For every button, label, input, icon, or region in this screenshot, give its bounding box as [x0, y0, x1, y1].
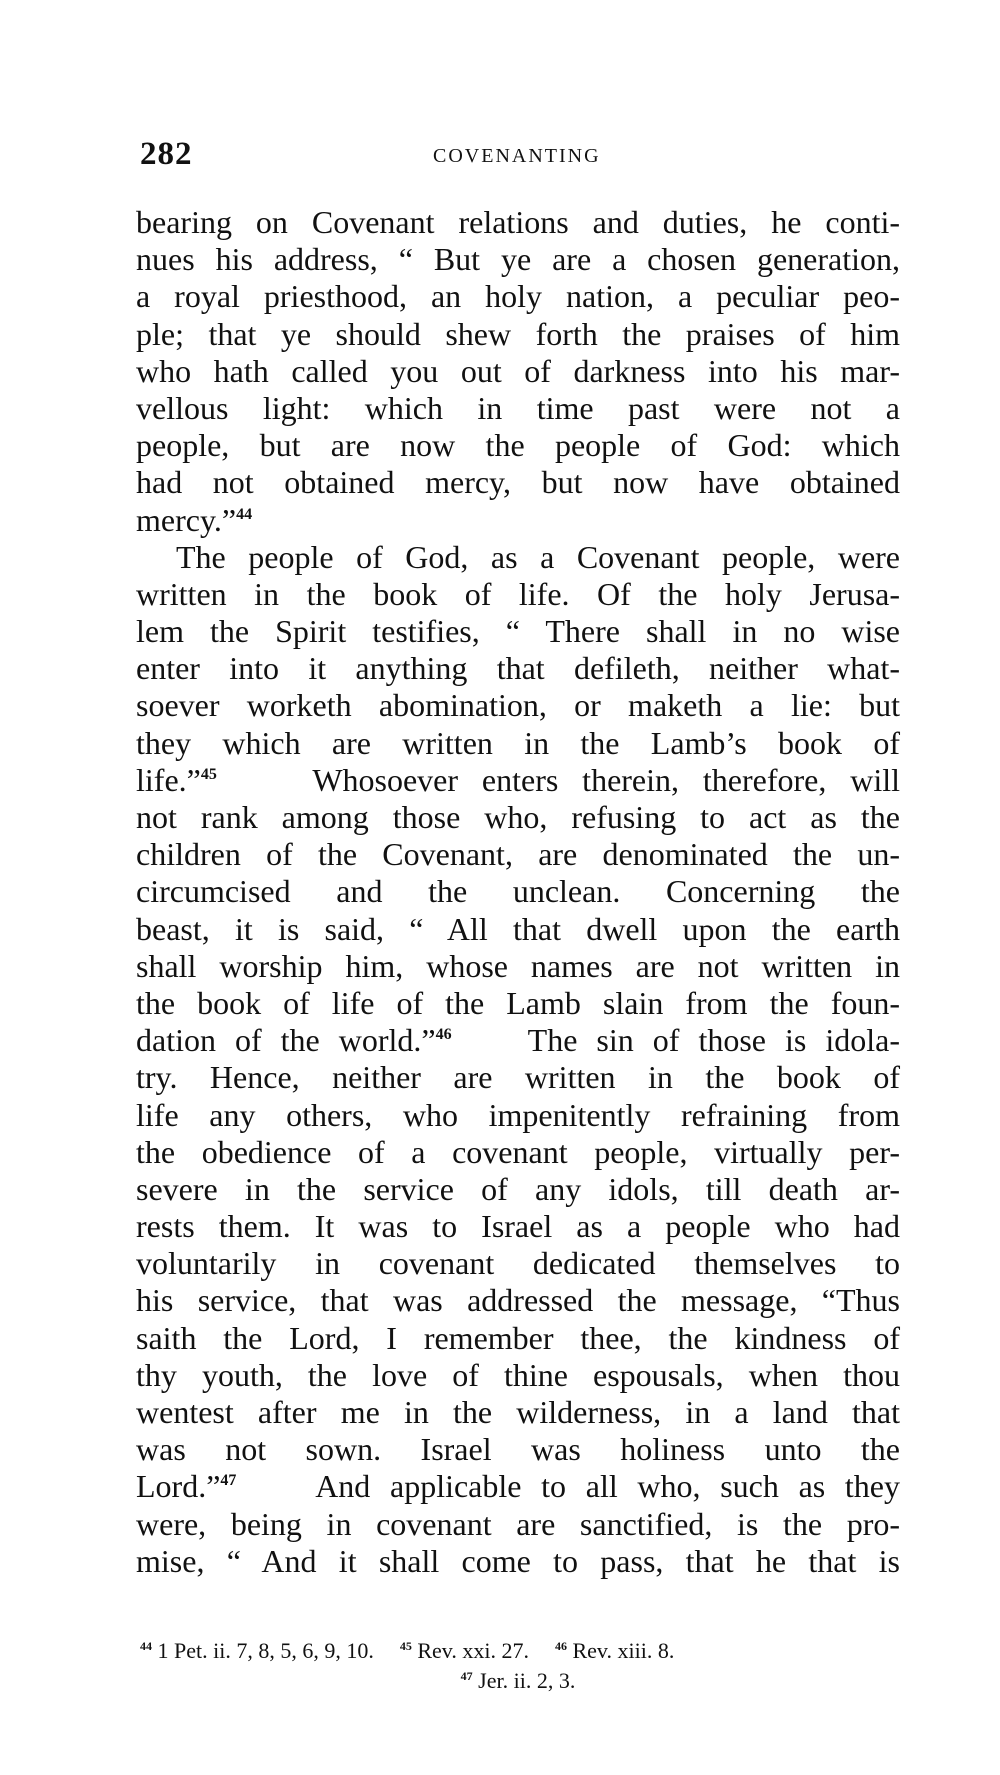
text-line: were, being in covenant are sanctified, is the pro- — [136, 1505, 900, 1542]
text-line: people, but are now the people of God: which — [136, 427, 900, 464]
footnote-number: 44 — [140, 1639, 152, 1653]
running-head — [140, 136, 900, 176]
text-line — [136, 762, 900, 799]
text-line: not rank among those who, refusing to act as the — [136, 799, 900, 835]
footnote-number: 47 — [460, 1669, 473, 1683]
text-line — [136, 502, 900, 539]
footnote-text: Jer. ii. 2, 3. — [478, 1668, 576, 1693]
text-line: was not sown. Israel was holiness unto the — [136, 1431, 900, 1468]
text-line: who hath called you out of darkness into his mar- — [136, 352, 900, 389]
footnote-number: 45 — [399, 1639, 412, 1653]
text-line: enter into it anything that defileth, neither what- — [136, 650, 900, 687]
text-line: life any others, who impenitently refraining from — [136, 1096, 900, 1133]
text-line: they which are written in the Lamb’s book of — [136, 724, 900, 761]
text-line: children of the Covenant, are denominated the un- — [136, 836, 900, 873]
footnote-number: 46 — [554, 1639, 567, 1653]
text-line: written in the book of life. Of the holy Jerusa- — [136, 575, 900, 612]
text-line: rests them. It was to Israel as a people who had — [136, 1208, 900, 1245]
text-line: shall worship him, whose names are not written in — [136, 947, 900, 984]
page-number: 282 — [140, 136, 193, 172]
text-line: voluntarily in covenant dedicated themselves to — [136, 1245, 900, 1282]
text-line: bearing on Covenant relations and duties, he conti- — [136, 204, 900, 240]
text-line: ple; that ye should shew forth the praises of him — [136, 315, 900, 352]
text-segment: The sin of those is idola- — [527, 1022, 901, 1059]
text-segment: And applicable to all who, such as they — [315, 1468, 901, 1505]
text-line: soever worketh abomination, or maketh a lie: but — [136, 687, 900, 724]
text-line: severe in the service of any idols, till death ar- — [136, 1170, 900, 1207]
text-line — [136, 1468, 900, 1505]
text-segment: Lord.” — [136, 1468, 221, 1505]
text-segment: life.” — [136, 761, 201, 798]
footnote-ref: 47 — [220, 1472, 237, 1490]
text-line: try. Hence, neither are written in the book of — [136, 1059, 900, 1096]
text-line: a royal priesthood, an holy nation, a peculiar peo- — [136, 278, 900, 315]
footnote-ref: 45 — [200, 765, 217, 783]
footnote-line — [136, 1636, 900, 1666]
footnote-ref: 46 — [435, 1026, 452, 1044]
text-line: the obedience of a covenant people, virtually per- — [136, 1133, 900, 1170]
text-line: circumcised and the unclean. Concerning the — [136, 873, 900, 910]
footnote-text: Rev. xiii. 8. — [572, 1638, 675, 1663]
text-segment: mercy.” — [136, 501, 237, 538]
text-line: had not obtained mercy, but now have obtained — [136, 464, 900, 501]
footnote-text: Rev. xxi. 27. — [417, 1638, 529, 1663]
text-line — [136, 1022, 900, 1059]
footnote-text: 1 Pet. ii. 7, 8, 5, 6, 9, 10. — [157, 1638, 374, 1663]
body-text — [136, 204, 900, 1580]
text-line: vellous light: which in time past were not a — [136, 389, 900, 426]
text-line: the book of life of the Lamb slain from the foun- — [136, 984, 900, 1021]
text-line: mise, “ And it shall come to pass, that he that is — [136, 1542, 900, 1579]
text-line: thy youth, the love of thine espousals, when thou — [136, 1356, 900, 1393]
text-line: saith the Lord, I remember thee, the kindness of — [136, 1319, 900, 1356]
footnote-line — [136, 1666, 900, 1696]
text-line: beast, it is said, “ All that dwell upon the earth — [136, 910, 900, 947]
footnote-ref: 44 — [236, 505, 253, 523]
text-segment: dation of the world.” — [136, 1022, 436, 1059]
text-line: wentest after me in the wilderness, in a land that — [136, 1394, 900, 1430]
running-title: COVENANTING — [433, 145, 601, 167]
text-segment: Whosoever enters therein, therefore, will — [312, 761, 900, 798]
text-line: The people of God, as a Covenant people, were — [176, 538, 900, 575]
text-line: nues his address, “ But ye are a chosen generation, — [136, 241, 900, 278]
footnotes — [136, 1636, 900, 1696]
text-line: lem the Spirit testifies, “ There shall in no wise — [136, 613, 900, 650]
text-line: his service, that was addressed the message, “Thus — [136, 1282, 900, 1319]
